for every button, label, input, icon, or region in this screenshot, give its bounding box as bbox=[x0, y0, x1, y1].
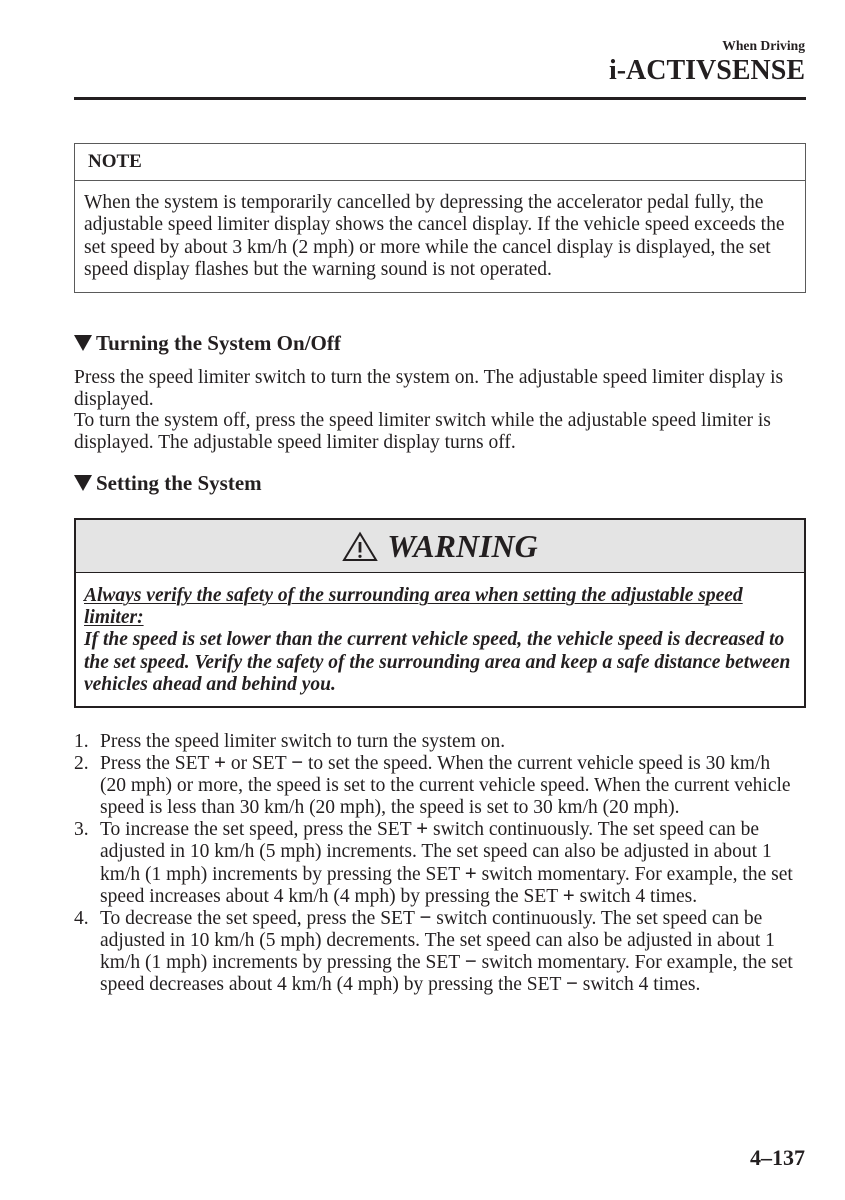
section-triangle-icon bbox=[74, 335, 92, 351]
paragraph-line: displayed. The adjustable speed limiter display turns off. bbox=[74, 432, 516, 454]
step-line: km/h (1 mph) increments by pressing the SET − switch momentary. For example, the set bbox=[100, 948, 793, 973]
note-line: speed display flashes but the warning sound is not operated. bbox=[84, 258, 552, 280]
set-plus-symbol: + bbox=[464, 860, 477, 885]
step-number: 4. bbox=[74, 907, 89, 929]
set-plus-symbol: + bbox=[416, 816, 429, 841]
step-text bbox=[100, 750, 791, 819]
note-label: NOTE bbox=[75, 144, 805, 181]
step-line: (20 mph) or more, the speed is set to the current vehicle speed. When the current vehicle bbox=[100, 775, 791, 797]
step-line: speed decreases about 4 km/h (4 mph) by pressing the SET − switch 4 times. bbox=[100, 971, 701, 996]
set-minus-symbol: − bbox=[565, 971, 578, 996]
note-line: adjustable speed limiter display shows the cancel display. If the vehicle speed exceeds the bbox=[84, 214, 785, 236]
warning-header bbox=[76, 520, 804, 573]
step-line: speed is less than 30 km/h (20 mph), the speed is set to 30 km/h (20 mph). bbox=[100, 797, 680, 819]
paragraph-line: Press the speed limiter switch to turn the system on. The adjustable speed limiter display is bbox=[74, 367, 784, 388]
warning-title: WARNING bbox=[387, 528, 538, 564]
set-plus-symbol: + bbox=[213, 750, 226, 775]
paragraph-line: displayed. bbox=[74, 388, 154, 410]
step-number: 1. bbox=[74, 731, 89, 752]
running-head-section: When Driving bbox=[722, 38, 805, 53]
set-minus-symbol: − bbox=[464, 948, 477, 973]
step-item bbox=[74, 731, 793, 753]
section-heading-setting bbox=[74, 470, 262, 496]
step-text bbox=[100, 816, 793, 907]
step-line: Press the speed limiter switch to turn the system on. bbox=[100, 731, 506, 752]
section-heading-text: Setting the System bbox=[96, 471, 262, 495]
warning-line: If the speed is set lower than the current vehicle speed, the vehicle speed is decreased to bbox=[84, 629, 785, 651]
step-number: 2. bbox=[74, 753, 89, 775]
note-line: When the system is temporarily cancelled by depressing the accelerator pedal fully, the bbox=[84, 192, 764, 213]
steps-list bbox=[74, 731, 793, 996]
note-box bbox=[74, 143, 806, 293]
section-triangle-icon bbox=[74, 475, 92, 491]
step-item bbox=[74, 750, 793, 819]
paragraph-line: To turn the system off, press the speed limiter switch while the adjustable speed limiter is bbox=[74, 410, 771, 432]
warning-underlined-line: Always verify the safety of the surrounding area when setting the adjustable speed bbox=[84, 585, 743, 606]
page-number: 4–137 bbox=[750, 1145, 805, 1170]
section-heading-text: Turning the System On/Off bbox=[96, 331, 341, 355]
step-line: adjusted in 10 km/h (5 mph) increments. The set speed can also be adjusted in about 1 bbox=[100, 841, 772, 863]
step-line: To increase the set speed, press the SET + switch continuously. The set speed can be bbox=[100, 816, 760, 841]
turning-paragraph bbox=[74, 367, 783, 454]
set-plus-symbol: + bbox=[562, 882, 575, 907]
section-heading-turning bbox=[74, 330, 341, 356]
step-line: adjusted in 10 km/h (5 mph) decrements. The set speed can also be adjusted in about 1 bbox=[100, 929, 775, 951]
step-line: speed increases about 4 km/h (4 mph) by pressing the SET + switch 4 times. bbox=[100, 882, 698, 907]
warning-triangle-icon bbox=[342, 531, 378, 562]
step-text bbox=[100, 904, 793, 996]
step-item bbox=[74, 904, 793, 996]
chapter-title: i-ACTIVSENSE bbox=[608, 55, 805, 86]
set-minus-symbol: − bbox=[419, 904, 432, 929]
header-rule bbox=[74, 97, 806, 100]
note-line: set speed by about 3 km/h (2 mph) or more while the cancel display is displayed, the set bbox=[84, 236, 771, 258]
set-minus-symbol: − bbox=[291, 750, 304, 775]
step-number: 3. bbox=[74, 819, 89, 841]
warning-line: the set speed. Verify the safety of the surrounding area and keep a safe distance between bbox=[84, 651, 791, 673]
warning-box bbox=[74, 518, 806, 708]
warning-line: vehicles ahead and behind you. bbox=[84, 673, 336, 695]
step-line: Press the SET + or SET − to set the speed. When the current vehicle speed is 30 km/h bbox=[100, 750, 771, 775]
step-item bbox=[74, 816, 793, 907]
step-line: To decrease the set speed, press the SET − switch continuously. The set speed can be bbox=[100, 904, 763, 929]
note-body bbox=[75, 181, 805, 281]
warning-body bbox=[76, 573, 804, 696]
warning-underlined-line: limiter: bbox=[84, 607, 144, 629]
step-line: km/h (1 mph) increments by pressing the SET + switch momentary. For example, the set bbox=[100, 860, 793, 885]
